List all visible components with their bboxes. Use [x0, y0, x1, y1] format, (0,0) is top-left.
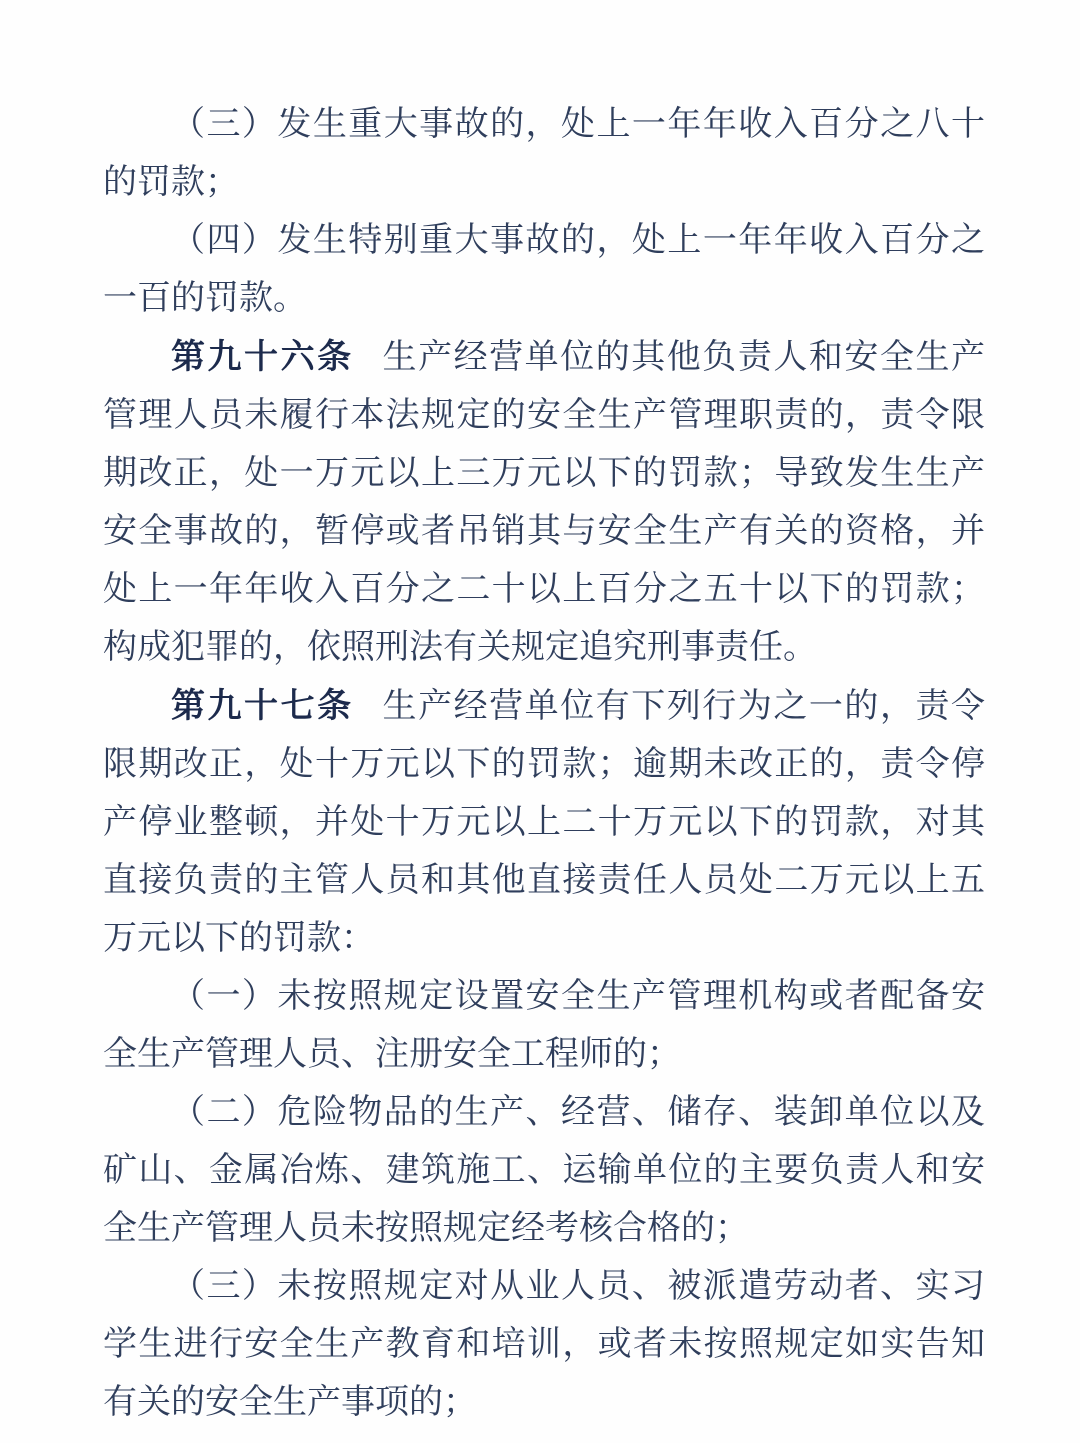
article-96-number: 第九十六条: [171, 338, 354, 376]
clause-item-three: [103, 96, 985, 212]
clause-text: （二）危险物品的生产、经营、储存、装卸单位以及矿山、金属冶炼、建筑施工、运输单位的主要负责人和安全生产管理人员未按照规定经考核合格的；: [103, 1094, 985, 1247]
article-96-paragraph: [103, 328, 985, 677]
subitem-three: [103, 1258, 985, 1432]
clause-text: （一）未按照规定设置安全生产管理机构或者配备安全生产管理人员、注册安全工程师的；: [103, 978, 985, 1073]
article-97-paragraph: [103, 677, 985, 968]
subitem-one: [103, 968, 985, 1084]
subitem-two: [103, 1084, 985, 1258]
clause-item-four: [103, 212, 985, 328]
article-97-text: 生产经营单位有下列行为之一的，责令限期改正，处十万元以下的罚款；逾期未改正的，责令停产停业整顿，并处十万元以上二十万元以下的罚款，对其直接负责的主管人员和其他直接责任人员处二万元以上五万元以下的罚款：: [103, 688, 986, 957]
clause-text: （三）发生重大事故的，处上一年年收入百分之八十的罚款；: [103, 106, 985, 201]
clause-text: （四）发生特别重大事故的，处上一年年收入百分之一百的罚款。: [103, 222, 985, 317]
clause-text: （三）未按照规定对从业人员、被派遣劳动者、实习学生进行安全生产教育和培训，或者未按照规定如实告知有关的安全生产事项的；: [103, 1268, 985, 1421]
article-97-number: 第九十七条: [171, 687, 354, 725]
article-96-text: 生产经营单位的其他负责人和安全生产管理人员未履行本法规定的安全生产管理职责的，责令限期改正，处一万元以上三万元以下的罚款；导致发生生产安全事故的，暂停或者吊销其与安全生产有关的资格，并处上一年年收入百分之二十以上百分之五十以下的罚款；构成犯罪的，依照刑法有关规定追究刑事责任。: [103, 339, 986, 666]
